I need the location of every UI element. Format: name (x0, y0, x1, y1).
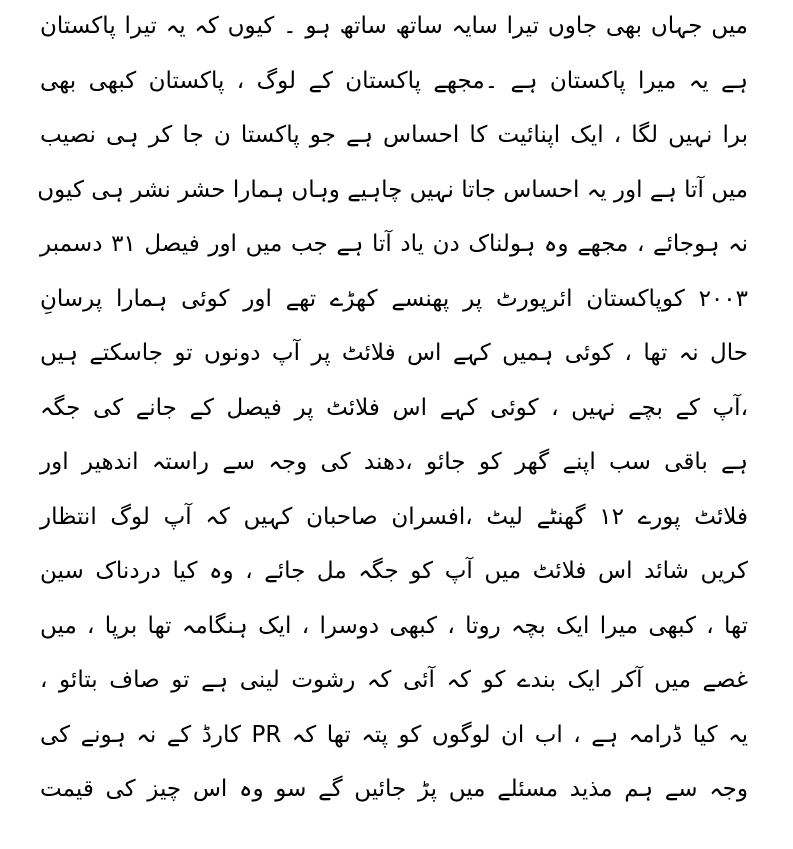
text-line-12: تھا ، کبھی میرا ایک بچہ روتا ، کبھی دوسرا ، ایک ہنگامہ تھا برپا ، میں (40, 612, 748, 639)
text-line-7: حال نہ تھا ، کوئی ہمیں کہے اس فلائٹ پر آپ دونوں تو جاسکتے ہیں (40, 340, 748, 366)
text-line-13: غصے میں آکر ایک بندے کو کہ آئی کہ رشوت لینی ہے تو صاف بتائو ، (40, 667, 748, 693)
text-line-3: برا نہیں لگا ، ایک اپنائیت کا احساس ہے جو پاکستا ن جا کر ہی نصیب (40, 122, 748, 148)
text-line-2: ہے یہ میرا پاکستان ہے ۔مجھے پاکستان کے لوگ ، پاکستان کبھی بھی (40, 67, 748, 94)
text-line-9: ہے باقی سب اپنے گھر کو جائو ،دھند کی وجہ سے راستہ اندھیر اور (40, 449, 748, 475)
text-line-6: ۲۰۰۳ کوپاکستان ائرپورٹ پر پھنسے کھڑے تھے اور کوئی ہمارا پرسانِ (40, 285, 748, 312)
text-line-15: وجہ سے ہم مذید مسئلے میں پڑ جائیں گے سو وہ اس چیز کی قیمت (40, 776, 748, 802)
text-line-4: میں آتا ہے اور یہ احساس جاتا نہیں چاہیے وہاں ہمارا حشر نشر ہی کیوں (37, 176, 748, 203)
text-line-14: یہ کیا ڈرامہ ہے ، اب ان لوگوں کو پتہ تھا کہ PR کارڈ کے نہ ہونے کی (40, 721, 748, 748)
text-line-1: میں جہاں بھی جاوں تیرا سایہ ساتھ ساتھ ہو ۔ کیوں کہ یہ تیرا پاکستان (40, 13, 748, 39)
text-line-8: ،آپ کے بچے نہیں ، کوئی کہے اس فلائٹ پر فیصل کے جانے کی جگہ (40, 394, 748, 421)
urdu-paragraph (37, 6, 748, 824)
text-line-11: کریں شائد اس فلائٹ میں آپ کو جگہ مل جائے ، وہ کیا دردناک سین (40, 558, 748, 584)
text-line-5: نہ ہوجائے ، مجھے وہ ہولناک دن یاد آتا ہے جب میں اور فیصل ۳۱ دسمبر (40, 231, 748, 257)
text-line-10: فلائٹ پورے ۱۲ گھنٹے لیٹ ،افسران صاحبان کہیں کہ آپ لوگ انتظار (40, 503, 748, 530)
